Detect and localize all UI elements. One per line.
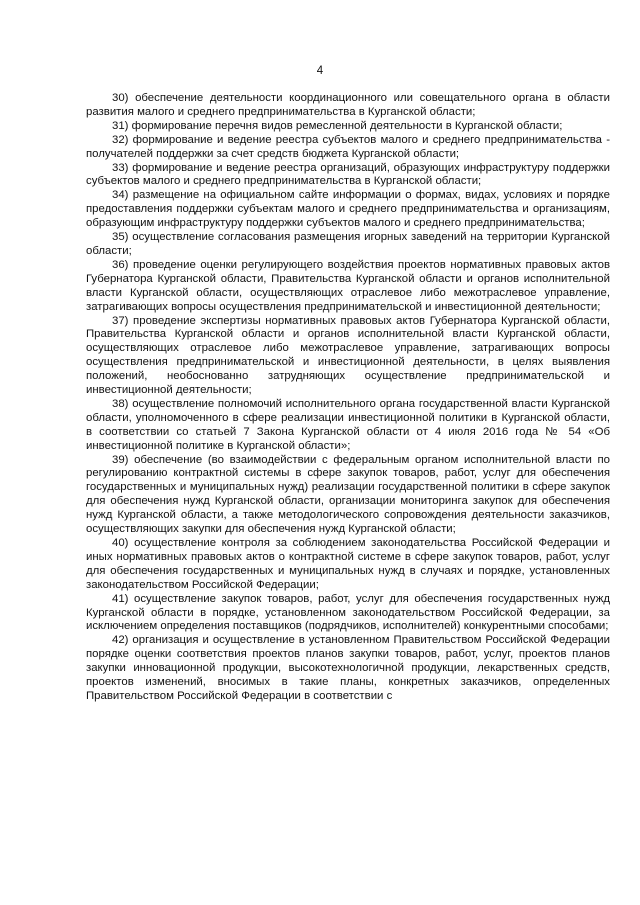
paragraph-41: 41) осуществление закупок товаров, работ, услуг для обеспечения государственных нужд Курганской области в порядке, установленном законодательством Российской Федерации, за исключением определения поставщиков (подрядчиков, исполнителей) конкурентными способами; — [86, 592, 610, 633]
paragraph-36: 36) проведение оценки регулирующего воздействия проектов нормативных правовых актов Губернатора Курганской области, Правительства Курганской области и органов исполнительной власти Курганской области, осуществляющих отраслевое либо межотраслевое управление, затрагивающих вопросы осуществления предпринимательской и инвестиционной деятельности; — [86, 258, 610, 313]
paragraph-33: 33) формирование и ведение реестра организаций, образующих инфраструктуру поддержки субъектов малого и среднего предпринимательства в Курганской области; — [86, 161, 610, 188]
paragraph-37: 37) проведение экспертизы нормативных правовых актов Губернатора Курганской области, Правительства Курганской области и органов исполнительной власти Курганской области, осуществляющих отраслевое либо межотраслевое управление, затрагивающих вопросы осуществления предпринимательской и инвестиционной деятельности, в целях выявления положений, необоснованно затрудняющих осуществление предпринимательской и инвестиционной деятельности; — [86, 314, 610, 397]
paragraph-34: 34) размещение на официальном сайте информации о формах, видах, условиях и порядке предоставления поддержки субъектам малого и среднего предпринимательства и организациям, образующим инфраструктуру поддержки субъектов малого и среднего предпринимательства; — [86, 189, 610, 230]
paragraph-40: 40) осуществление контроля за соблюдением законодательства Российской Федерации и иных нормативных правовых актов о контрактной системе в сфере закупок товаров, работ, услуг для обеспечения государственных и муниципальных нужд в случаях и порядке, установленных законодательством Российской Федерации; — [86, 537, 610, 591]
paragraph-32: 32) формирование и ведение реестра субъектов малого и среднего предпринимательства - получателей поддержки за счет средств бюджета Курганской области; — [86, 133, 610, 160]
paragraph-42: 42) организация и осуществление в установленном Правительством Российской Федерации порядке оценки соответствия проектов планов закупки товаров, работ, услуг, проектов планов закупки инновационной продукции, высокотехнологичной продукции, лекарственных средств, проектов изменений, вносимых в такие планы, конкретных заказчиков, определенных Правительством Российской Федерации в соответствии с — [86, 634, 610, 702]
paragraph-35: 35) осуществление согласования размещения игорных заведений на территории Курганской области; — [86, 231, 610, 257]
document-body — [86, 92, 610, 704]
paragraph-39: 39) обеспечение (во взаимодействии с федеральным органом исполнительной власти по регулированию контрактной системы в сфере закупок товаров, работ, услуг для обеспечения государственных и муниципальных нужд) реализации государственной политики в сфере закупок для обеспечения нужд Курганской области, организации мониторинга закупок для обеспечения нужд Курганской области, а также методологического сопровождения деятельности заказчиков, осуществляющих закупки для обеспечения нужд Курганской области; — [86, 453, 610, 536]
page-number: 4 — [316, 65, 324, 77]
paragraph-38: 38) осуществление полномочий исполнительного органа государственной власти Курганской области, уполномоченного в сфере реализации инвестиционной политики в Курганской области, в соответствии со статьей 7 Закона Курганской области от 4 июля 2016 года № 54 «Об инвестиционной политике в Курганской области»; — [86, 397, 610, 452]
paragraph-30: 30) обеспечение деятельности координационного или совещательного органа в области развития малого и среднего предпринимательства в Курганской области; — [86, 92, 610, 118]
paragraph-31: 31) формирование перечня видов ремесленной деятельности в Курганской области; — [112, 119, 563, 132]
